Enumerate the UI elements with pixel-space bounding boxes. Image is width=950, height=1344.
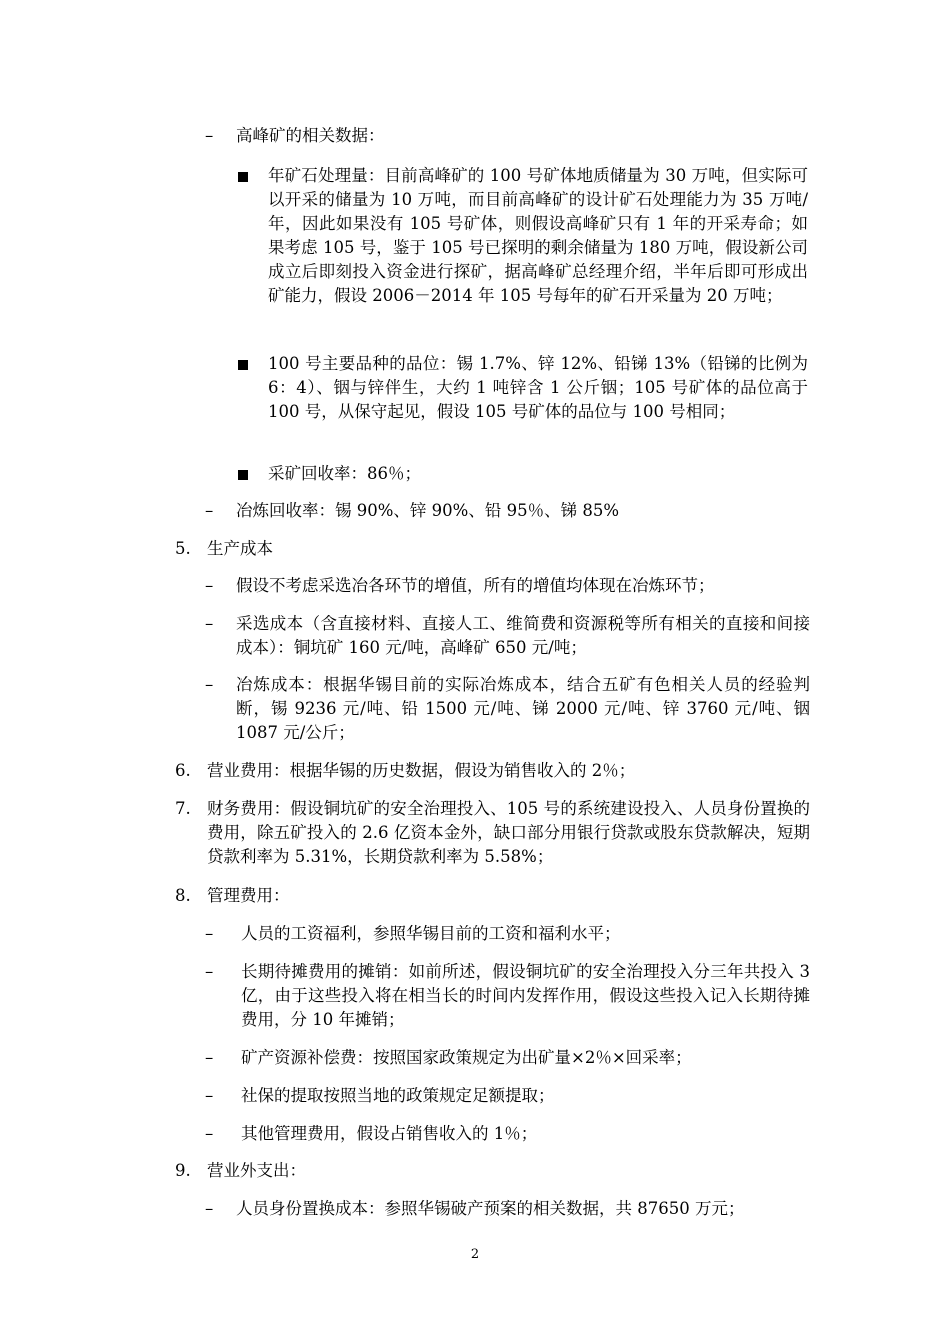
dash-bullet: – <box>205 675 214 694</box>
list-item-text: 管理费用： <box>207 886 290 905</box>
list-item <box>238 164 808 308</box>
list-number: 9. <box>175 1161 191 1180</box>
dash-bullet: – <box>205 1199 214 1218</box>
list-item <box>205 124 825 148</box>
square-bullet-icon <box>238 470 248 480</box>
list-item <box>205 1197 815 1221</box>
list-item-text: 生产成本 <box>207 539 273 558</box>
dash-bullet: – <box>205 126 214 145</box>
list-item <box>175 1159 825 1183</box>
dash-bullet: – <box>205 614 214 633</box>
list-number: 5. <box>175 539 191 558</box>
list-item-text: 冶炼回收率：锡 90%、锌 90%、铅 95％、锑 85% <box>236 501 619 520</box>
list-item <box>205 1046 810 1070</box>
dash-bullet: – <box>205 1124 214 1143</box>
list-item <box>205 922 810 946</box>
dash-bullet: – <box>205 576 214 595</box>
list-item-text: 人员身份置换成本：参照华锡破产预案的相关数据，共 87650 万元； <box>236 1199 745 1218</box>
list-item-text: 100 号主要品种的品位：锡 1.7%、锌 12%、铅锑 13%（铅锑的比例为 6：4）、铟与锌伴生，大约 1 吨锌含 1 公斤铟；105 号矿体的品位高于 100 号，从保守起见，假设 105 号矿体的品位与 100 号相同； <box>268 354 808 421</box>
list-item <box>205 1084 810 1108</box>
dash-bullet: – <box>205 962 214 981</box>
list-item-text: 社保的提取按照当地的政策规定足额提取； <box>241 1086 555 1105</box>
dash-bullet: – <box>205 924 214 943</box>
list-item-text: 假设不考虑采选冶各环节的增值，所有的增值均体现在冶炼环节； <box>236 576 715 595</box>
dash-bullet: – <box>205 501 214 520</box>
list-item-text: 采矿回收率：86％； <box>268 464 421 483</box>
list-item <box>175 797 810 869</box>
dash-bullet: – <box>205 1048 214 1067</box>
list-item <box>205 960 810 1032</box>
list-item <box>205 574 810 598</box>
list-item <box>205 1122 810 1146</box>
dash-bullet: – <box>205 1086 214 1105</box>
list-item-text: 长期待摊费用的摊销：如前所述，假设铜坑矿的安全治理投入分三年共投入 3 亿，由于这些投入将在相当长的时间内发挥作用，假设这些投入记入长期待摊费用，分 10 年摊销； <box>241 962 810 1029</box>
list-item-text: 年矿石处理量：目前高峰矿的 100 号矿体地质储量为 30 万吨，但实际可以开采的储量为 10 万吨，而目前高峰矿的设计矿石处理能力为 35 万吨/年，因此如果没有 105 号矿体，则假设高峰矿只有 1 年的开采寿命；如果考虑 105 号，鉴于 105 号已探明的剩余储量为 180 万吨，假设新公司成立后即刻投入资金进行探矿，据高峰矿总经理介绍，半年后即可形成出矿能力，假设 2006－2014 年 105 号每年的矿石开采量为 20 万吨； <box>268 166 808 305</box>
list-item <box>175 537 825 561</box>
list-item-text: 冶炼成本：根据华锡目前的实际冶炼成本，结合五矿有色相关人员的经验判断，锡 9236 元/吨、铅 1500 元/吨、锑 2000 元/吨、锌 3760 元/吨、铟 1087 元/公斤； <box>236 675 810 742</box>
list-number: 6. <box>175 761 191 780</box>
page-number: 2 <box>470 1247 480 1262</box>
list-item-text: 矿产资源补偿费：按照国家政策规定为出矿量×2％×回采率； <box>241 1048 692 1067</box>
list-item-text: 采选成本（含直接材料、直接人工、维简费和资源税等所有相关的直接和间接成本）：铜坑矿 160 元/吨，高峰矿 650 元/吨； <box>236 614 810 657</box>
list-item-text: 高峰矿的相关数据： <box>236 126 385 145</box>
list-item-text: 人员的工资福利，参照华锡目前的工资和福利水平； <box>241 924 621 943</box>
list-item <box>175 884 825 908</box>
list-item-text: 营业费用：根据华锡的历史数据，假设为销售收入的 2％； <box>207 761 636 780</box>
list-item <box>238 352 808 424</box>
square-bullet-icon <box>238 360 248 370</box>
list-number: 7. <box>175 799 191 818</box>
list-item-text: 营业外支出： <box>207 1161 306 1180</box>
list-item <box>238 462 808 486</box>
list-item <box>205 499 825 523</box>
list-item-text: 财务费用：假设铜坑矿的安全治理投入、105 号的系统建设投入、人员身份置换的费用，除五矿投入的 2.6 亿资本金外，缺口部分用银行贷款或股东贷款解决，短期贷款利率为 5.31%，长期贷款利率为 5.58%； <box>207 799 810 866</box>
list-item-text: 其他管理费用，假设占销售收入的 1％； <box>241 1124 538 1143</box>
list-item <box>205 673 810 745</box>
list-item <box>175 759 825 783</box>
list-number: 8. <box>175 886 191 905</box>
list-item <box>205 612 810 660</box>
square-bullet-icon <box>238 172 248 182</box>
